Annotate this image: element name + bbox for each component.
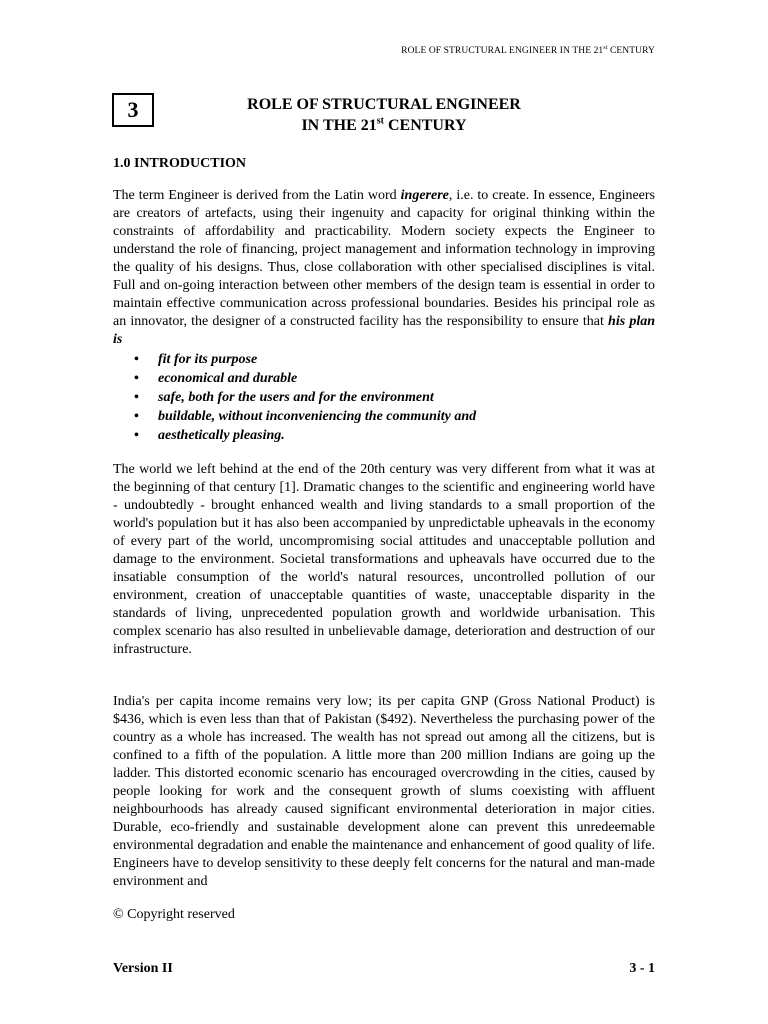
section-heading: 1.0 INTRODUCTION xyxy=(113,156,247,171)
list-item xyxy=(113,407,655,426)
list-item-text: buildable, without inconveniencing the community and xyxy=(158,409,477,424)
running-header-text: ROLE OF STRUCTURAL ENGINEER IN THE 21 xyxy=(401,46,604,56)
paragraph-india-economy: India's per capita income remains very low; its per capita GNP (Gross National Product) is $436, which is even less than that of Pakistan ($492). Nevertheless the purchasing power of the country as a whole has increased. The wealth has not spread out among all the citizens, but is confined to a fifth of the population. A little more than 200 million Indians are going up the ladder. This distorted economic scenario has encouraged overcrowding in the cities, caused by people looking for work and the consequent growth of slums coexisting with affluent neighbourhoods has already caused significant environmental deterioration in major cities. Durable, eco-friendly and sustainable development alone can prevent this unredeemable environmental degradation and enable the maintenance and enhancement of good quality of life. Engineers have to develop sensitivity to these deeply felt concerns for the natural and man-made environment and xyxy=(113,694,655,889)
bullet-icon: • xyxy=(134,352,139,367)
paragraph-world-changes: The world we left behind at the end of the 20th century was very different from what it was at the beginning of that century [1]. Dramatic changes to the scientific and engineering world have - undoubtedly - brought enhanced wealth and living standards to a small proportion of the world's population but it has also been accompanied by unpredictable upheavals in the economy of every part of the world, uncompromising social attitudes and unacceptable pollution and damage to the environment. Societal transformations and upheavals have occurred due to the insatiable consumption of the world's natural resources, uncontrolled pollution of our environment, creation of unacceptable quantities of waste, unacceptable disparity in the standards of living, unprecedented population growth and worldwide urbanisation. This complex scenario has also resulted in unbelievable damage, deterioration and destruction of our infrastructure. xyxy=(113,462,655,657)
running-header-text-end: CENTURY xyxy=(607,46,655,56)
list-item xyxy=(113,369,655,388)
bullet-icon: • xyxy=(134,428,139,443)
list-item xyxy=(113,350,655,369)
chapter-title-line2-text: IN THE 21 xyxy=(301,117,377,134)
bullet-list xyxy=(113,350,655,445)
copyright-notice: © Copyright reserved xyxy=(113,907,235,922)
paragraph1-text: The term Engineer is derived from the Latin word xyxy=(113,188,401,203)
list-item-text: safe, both for the users and for the environment xyxy=(158,390,434,405)
bullet-icon: • xyxy=(134,371,139,386)
chapter-title-superscript: st xyxy=(376,115,384,127)
running-header-superscript: st xyxy=(603,44,608,51)
chapter-title-line2 xyxy=(155,115,613,136)
list-item xyxy=(113,426,655,445)
list-item xyxy=(113,388,655,407)
list-item-text: economical and durable xyxy=(158,371,298,386)
chapter-title xyxy=(155,94,613,136)
list-item-text: fit for its purpose xyxy=(158,352,258,367)
paragraph1-emphasis: ingerere xyxy=(400,188,449,203)
chapter-number: 3 xyxy=(127,97,139,122)
list-item-text: aesthetically pleasing. xyxy=(158,428,285,443)
footer-version: Version II xyxy=(113,961,173,976)
footer-page-number: 3 - 1 xyxy=(629,961,655,976)
paragraph1-emphasis-end: his plan is xyxy=(113,314,655,347)
paragraph-introduction xyxy=(113,187,655,349)
bullet-icon: • xyxy=(134,409,139,424)
chapter-title-line1: ROLE OF STRUCTURAL ENGINEER xyxy=(247,96,521,113)
bullet-icon: • xyxy=(134,390,139,405)
paragraph1-text-continued: , i.e. to create. In essence, Engineers are creators of artefacts, using their ingenuity and capacity for original thinking within the constraints of affordability and practicability. Modern society expects the Engineer to understand the role of financing, project management and information technology in improving the quality of his designs. Thus, close collaboration with other specialised disciplines is vital. Full and on-going interaction between other members of the design team is essential in order to maintain effective communication across professional boundaries. Besides his principal role as an innovator, the designer of a constructed facility has the responsibility to ensure that xyxy=(113,188,656,329)
running-header xyxy=(401,46,655,56)
chapter-title-line2-end: CENTURY xyxy=(383,117,467,134)
chapter-number-box xyxy=(112,93,154,127)
